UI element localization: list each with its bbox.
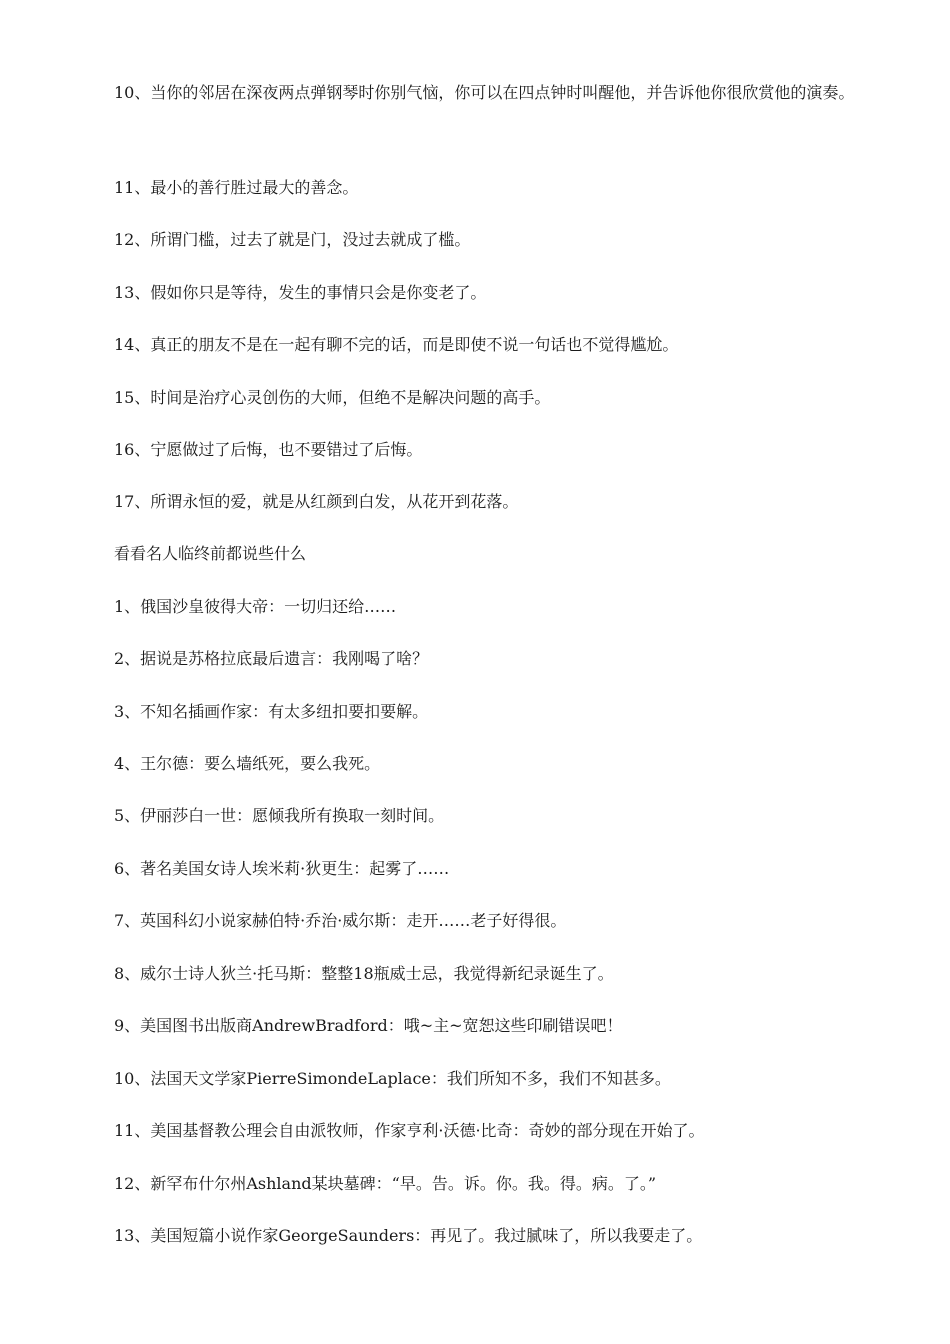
last-words-10: 10、法国天文学家PierreSimondeLaplace：我们所知不多，我们不知甚多。 [114, 1069, 671, 1088]
last-words-2: 2、据说是苏格拉底最后遗言：我刚喝了啥？ [114, 649, 429, 668]
last-words-12: 12、新罕布什尔州Ashland某块墓碑：“早。告。诉。你。我。得。病。了。” [114, 1174, 656, 1193]
last-words-3: 3、不知名插画作家：有太多纽扣要扣要解。 [114, 702, 429, 721]
last-words-5: 5、伊丽莎白一世：愿倾我所有换取一刻时间。 [114, 806, 445, 825]
paragraph-13-waiting: 13、假如你只是等待，发生的事情只会是你变老了。 [114, 283, 487, 302]
last-words-9: 9、美国图书出版商AndrewBradford：哦~主~宽恕这些印刷错误吧！ [114, 1016, 623, 1035]
paragraph-11-kindness: 11、最小的善行胜过最大的善念。 [114, 178, 359, 197]
last-words-6: 6、著名美国女诗人埃米莉·狄更生：起雾了…… [114, 859, 450, 878]
last-words-8: 8、威尔士诗人狄兰·托马斯：整整18瓶威士忌，我觉得新纪录诞生了。 [114, 964, 614, 983]
paragraph-10-piano: 10、当你的邻居在深夜两点弹钢琴时你别气恼，你可以在四点钟时叫醒他，并告诉他你很欣赏他的演奏。 [114, 83, 855, 102]
paragraph-12-threshold: 12、所谓门槛，过去了就是门，没过去就成了槛。 [114, 230, 471, 249]
paragraph-15-time: 15、时间是治疗心灵创伤的大师，但绝不是解决问题的高手。 [114, 388, 551, 407]
last-words-7: 7、英国科幻小说家赫伯特·乔治·威尔斯：走开……老子好得很。 [114, 911, 567, 930]
section-heading: 看看名人临终前都说些什么 [114, 544, 307, 563]
last-words-1: 1、俄国沙皇彼得大帝：一切归还给…… [114, 597, 397, 616]
last-words-4: 4、王尔德：要么墙纸死，要么我死。 [114, 754, 381, 773]
paragraph-17-love: 17、所谓永恒的爱，就是从红颜到白发，从花开到花落。 [114, 492, 519, 511]
last-words-11: 11、美国基督教公理会自由派牧师，作家亨利·沃德·比奇：奇妙的部分现在开始了。 [114, 1121, 705, 1140]
paragraph-16-regret: 16、宁愿做过了后悔，也不要错过了后悔。 [114, 440, 423, 459]
last-words-13: 13、美国短篇小说作家GeorgeSaunders：再见了。我过腻味了，所以我要走了。 [114, 1226, 703, 1245]
paragraph-14-friends: 14、真正的朋友不是在一起有聊不完的话，而是即使不说一句话也不觉得尴尬。 [114, 335, 679, 354]
